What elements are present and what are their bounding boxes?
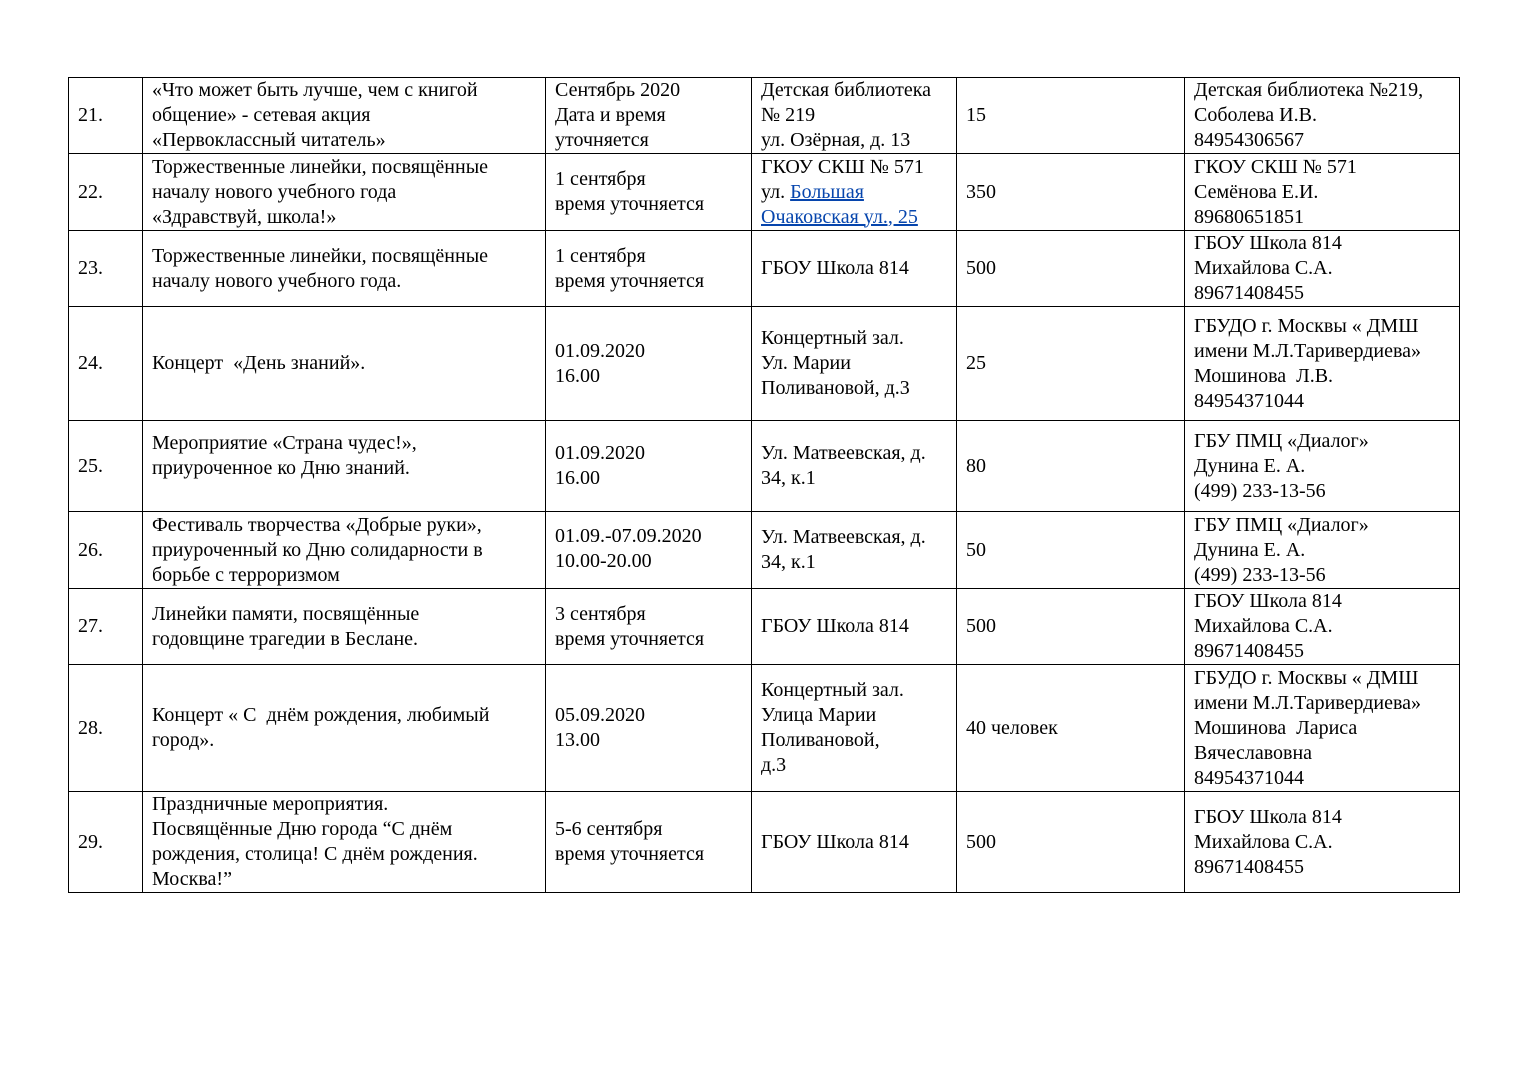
organizer-line: Михайлова С.А. bbox=[1194, 257, 1333, 279]
organizer-line: имени М.Л.Таривердиева» bbox=[1194, 691, 1422, 714]
table-row bbox=[69, 307, 1460, 421]
organizer-cell bbox=[1185, 512, 1460, 589]
date-line: время уточняется bbox=[555, 627, 705, 650]
date-cell bbox=[546, 78, 752, 154]
organizer-line: ГБОУ Школа 814 bbox=[1194, 232, 1342, 254]
event-line: Москва!” bbox=[152, 868, 232, 890]
organizer-cell bbox=[1185, 78, 1460, 154]
table-row bbox=[69, 154, 1460, 231]
event-line: «Здравствуй, школа!» bbox=[152, 205, 337, 228]
date-line: 10.00-20.00 bbox=[555, 550, 652, 572]
event-line: борьбе с терроризмом bbox=[152, 563, 340, 586]
date-cell bbox=[546, 421, 752, 512]
event-line: Торжественные линейки, посвящённые bbox=[152, 244, 489, 267]
table-row bbox=[69, 589, 1460, 665]
organizer-line: Дунина Е. А. bbox=[1194, 454, 1306, 477]
organizer-cell bbox=[1185, 154, 1460, 231]
organizer-line: 89671408455 bbox=[1194, 640, 1304, 662]
organizer-line: Семёнова Е.И. bbox=[1194, 180, 1319, 203]
event-line: приуроченное ко Дню знаний. bbox=[152, 457, 410, 479]
event-line: Линейки памяти, посвящённые bbox=[152, 602, 420, 625]
row-number: 27. bbox=[69, 589, 143, 665]
count-cell: 25 bbox=[957, 307, 1185, 421]
place-cell bbox=[752, 792, 957, 893]
organizer-line: ГБУДО г. Москвы « ДМШ bbox=[1194, 314, 1419, 337]
event-line: Посвящённые Дню города “С днём bbox=[152, 818, 453, 840]
date-line: 1 сентября bbox=[555, 168, 646, 190]
date-line: 3 сентября bbox=[555, 602, 646, 625]
count-cell: 50 bbox=[957, 512, 1185, 589]
table-row bbox=[69, 665, 1460, 792]
event-line: Фестиваль творчества «Добрые руки», bbox=[152, 513, 482, 536]
row-number: 21. bbox=[69, 78, 143, 154]
row-number: 28. bbox=[69, 665, 143, 792]
street-label: ул. bbox=[761, 180, 786, 203]
table-row bbox=[69, 78, 1460, 154]
organizer-line: 89671408455 bbox=[1194, 282, 1304, 304]
place-cell bbox=[752, 231, 957, 307]
place-line: ГБОУ Школа 814 bbox=[761, 257, 909, 279]
count-cell: 15 bbox=[957, 78, 1185, 154]
organizer-line: Детская библиотека №219, bbox=[1194, 79, 1424, 101]
organizer-line: 84954306567 bbox=[1194, 129, 1304, 151]
place-line bbox=[761, 180, 947, 205]
place-line: Концертный зал. bbox=[761, 679, 904, 701]
place-line: ул. Озёрная, д. 13 bbox=[761, 129, 911, 151]
date-line: время уточняется bbox=[555, 193, 705, 215]
table-row bbox=[69, 231, 1460, 307]
organizer-cell bbox=[1185, 665, 1460, 792]
place-line: Поливановой, bbox=[761, 729, 880, 751]
date-line: 01.09.-07.09.2020 bbox=[555, 525, 702, 547]
event-line: «Что может быть лучше, чем с книгой bbox=[152, 79, 478, 101]
organizer-line: ГБУДО г. Москвы « ДМШ bbox=[1194, 666, 1419, 689]
place-line: Улица Марии bbox=[761, 704, 877, 726]
place-line: ГБОУ Школа 814 bbox=[761, 830, 909, 853]
place-line bbox=[761, 205, 947, 230]
organizer-line: Мошинова Л.В. bbox=[1194, 364, 1334, 387]
date-line: 1 сентября bbox=[555, 244, 646, 267]
place-line: ГКОУ СКШ № 571 bbox=[761, 155, 924, 178]
event-line: рождения, столица! С днём рождения. bbox=[152, 843, 478, 865]
date-line: 5-6 сентября bbox=[555, 818, 663, 840]
place-line: Поливановой, д.3 bbox=[761, 377, 910, 399]
organizer-line: ГБОУ Школа 814 bbox=[1194, 805, 1342, 828]
date-cell bbox=[546, 154, 752, 231]
place-cell bbox=[752, 154, 957, 231]
organizer-line: ГБОУ Школа 814 bbox=[1194, 590, 1342, 612]
table-row bbox=[69, 792, 1460, 893]
organizer-line: Михайлова С.А. bbox=[1194, 830, 1333, 853]
organizer-line: ГКОУ СКШ № 571 bbox=[1194, 155, 1357, 178]
organizer-line: ГБУ ПМЦ «Диалог» bbox=[1194, 513, 1369, 536]
organizer-cell bbox=[1185, 307, 1460, 421]
place-line: ГБОУ Школа 814 bbox=[761, 615, 909, 637]
date-cell bbox=[546, 307, 752, 421]
organizer-line: 84954371044 bbox=[1194, 389, 1304, 412]
place-line: д.3 bbox=[761, 754, 787, 776]
place-cell bbox=[752, 512, 957, 589]
table-row bbox=[69, 512, 1460, 589]
event-line: Праздничные мероприятия. bbox=[152, 793, 389, 815]
place-line: Ул. Марии bbox=[761, 352, 851, 374]
event-line: Мероприятие «Страна чудес!», bbox=[152, 432, 417, 454]
date-line: 05.09.2020 bbox=[555, 704, 645, 726]
date-cell bbox=[546, 589, 752, 665]
event-cell bbox=[143, 421, 546, 512]
place-line: Концертный зал. bbox=[761, 327, 904, 349]
place-line: Детская библиотека bbox=[761, 79, 931, 101]
place-line: 34, к.1 bbox=[761, 551, 816, 573]
event-cell bbox=[143, 231, 546, 307]
place-cell bbox=[752, 307, 957, 421]
count-cell: 500 bbox=[957, 231, 1185, 307]
count-cell: 500 bbox=[957, 589, 1185, 665]
organizer-line: Вячеславовна bbox=[1194, 741, 1313, 764]
event-line: город». bbox=[152, 729, 215, 751]
count-cell: 80 bbox=[957, 421, 1185, 512]
organizer-line: 84954371044 bbox=[1194, 766, 1304, 789]
date-line: Сентябрь 2020 bbox=[555, 79, 681, 101]
place-cell bbox=[752, 421, 957, 512]
date-cell bbox=[546, 665, 752, 792]
organizer-line: Соболева И.В. bbox=[1194, 104, 1317, 126]
organizer-cell bbox=[1185, 589, 1460, 665]
organizer-line: 89680651851 bbox=[1194, 205, 1304, 228]
organizer-line: имени М.Л.Таривердиева» bbox=[1194, 339, 1422, 362]
event-line: Торжественные линейки, посвящённые bbox=[152, 155, 489, 178]
event-line: приуроченный ко Дню солидарности в bbox=[152, 538, 483, 561]
event-cell bbox=[143, 307, 546, 421]
count-cell: 40 человек bbox=[957, 665, 1185, 792]
event-cell bbox=[143, 792, 546, 893]
event-line: Концерт « С днём рождения, любимый bbox=[152, 704, 490, 726]
row-number: 26. bbox=[69, 512, 143, 589]
place-cell bbox=[752, 78, 957, 154]
date-line: 01.09.2020 bbox=[555, 442, 645, 464]
organizer-cell bbox=[1185, 231, 1460, 307]
event-cell bbox=[143, 665, 546, 792]
event-line: «Первоклассный читатель» bbox=[152, 129, 386, 151]
row-number: 29. bbox=[69, 792, 143, 893]
organizer-line: 89671408455 bbox=[1194, 855, 1304, 878]
date-line: 16.00 bbox=[555, 364, 600, 387]
row-number: 25. bbox=[69, 421, 143, 512]
organizer-line: Мошинова Лариса bbox=[1194, 716, 1358, 739]
event-cell bbox=[143, 154, 546, 231]
table-row bbox=[69, 421, 1460, 512]
date-line: 13.00 bbox=[555, 729, 600, 751]
organizer-line: Дунина Е. А. bbox=[1194, 538, 1306, 561]
count-cell: 500 bbox=[957, 792, 1185, 893]
event-cell bbox=[143, 589, 546, 665]
date-cell bbox=[546, 231, 752, 307]
date-line: уточняется bbox=[555, 129, 649, 151]
organizer-cell bbox=[1185, 421, 1460, 512]
event-line: общение» - сетевая акция bbox=[152, 104, 371, 126]
organizer-line: (499) 233-13-56 bbox=[1194, 563, 1326, 586]
event-line: Концерт «День знаний». bbox=[152, 352, 366, 374]
date-line: 16.00 bbox=[555, 467, 600, 489]
row-number: 24. bbox=[69, 307, 143, 421]
date-cell bbox=[546, 512, 752, 589]
events-table bbox=[68, 77, 1460, 893]
organizer-line: (499) 233-13-56 bbox=[1194, 479, 1326, 502]
place-line: Ул. Матвеевская, д. bbox=[761, 442, 926, 464]
date-line: Дата и время bbox=[555, 104, 666, 126]
date-line: время уточняется bbox=[555, 843, 705, 865]
date-line: время уточняется bbox=[555, 269, 705, 292]
date-cell bbox=[546, 792, 752, 893]
organizer-line: Михайлова С.А. bbox=[1194, 615, 1333, 637]
organizer-line: ГБУ ПМЦ «Диалог» bbox=[1194, 429, 1369, 452]
organizer-cell bbox=[1185, 792, 1460, 893]
event-cell bbox=[143, 78, 546, 154]
place-line: № 219 bbox=[761, 104, 816, 126]
row-number: 23. bbox=[69, 231, 143, 307]
place-line: Ул. Матвеевская, д. bbox=[761, 526, 926, 548]
place-line: 34, к.1 bbox=[761, 467, 816, 489]
event-cell bbox=[143, 512, 546, 589]
event-line: началу нового учебного года bbox=[152, 180, 397, 203]
event-line: началу нового учебного года. bbox=[152, 269, 402, 292]
date-line: 01.09.2020 bbox=[555, 339, 645, 362]
row-number: 22. bbox=[69, 154, 143, 231]
count-cell: 350 bbox=[957, 154, 1185, 231]
event-line: годовщине трагедии в Беслане. bbox=[152, 627, 419, 650]
address-link[interactable]: Большая bbox=[790, 180, 864, 203]
place-cell bbox=[752, 665, 957, 792]
place-cell bbox=[752, 589, 957, 665]
address-link[interactable]: Очаковская ул., 25 bbox=[761, 205, 918, 228]
